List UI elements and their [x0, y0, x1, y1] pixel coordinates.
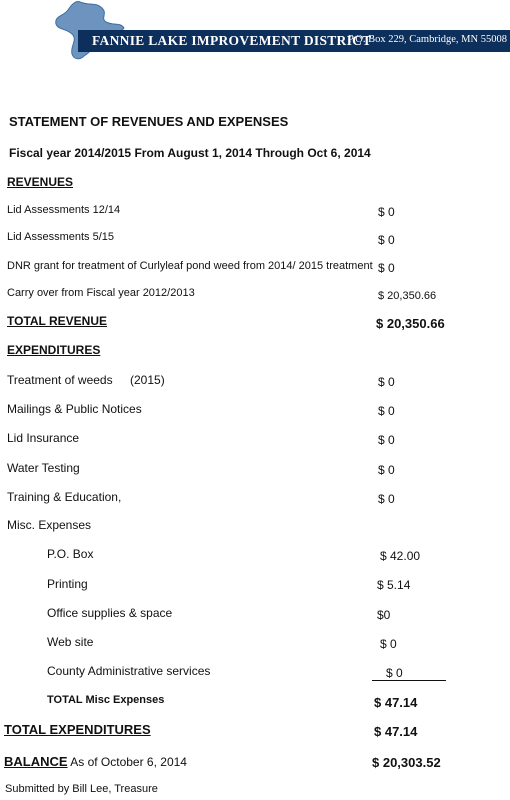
misc-item-label: Printing [47, 577, 88, 591]
submitted-by: Submitted by Bill Lee, Treasure [5, 783, 158, 795]
statement-title: STATEMENT OF REVENUES AND EXPENSES [9, 114, 289, 129]
expense-item-label: Treatment of weeds [7, 373, 113, 387]
fiscal-period: Fiscal year 2014/2015 From August 1, 2014 Through Oct 6, 2014 [9, 146, 371, 160]
total-expenditures-amount: $ 47.14 [374, 724, 418, 739]
misc-item-amount: $0 [377, 608, 391, 622]
revenue-item-amount: $ 0 [378, 261, 395, 275]
misc-item-label: County Administrative services [47, 664, 211, 678]
misc-item-amount: $ 0 [380, 637, 397, 651]
expense-item-amount: $ 0 [378, 463, 395, 477]
misc-item-label: Office supplies & space [47, 606, 173, 620]
expense-item-label: Water Testing [7, 461, 80, 475]
expense-item-amount: $ 0 [378, 492, 395, 506]
balance-date: As of October 6, 2014 [67, 755, 187, 769]
revenue-item-label: Carry over from Fiscal year 2012/2013 [7, 287, 195, 299]
balance-line [4, 753, 187, 771]
expenditures-heading: EXPENDITURES [7, 343, 101, 357]
total-expenditures-label: TOTAL EXPENDITURES [4, 722, 151, 737]
total-revenue-label: TOTAL REVENUE [7, 314, 108, 328]
misc-item-label: P.O. Box [47, 547, 94, 561]
revenue-item-label: Lid Assessments 5/15 [7, 231, 115, 243]
balance-label: BALANCE [4, 754, 68, 769]
expense-item-amount: $ 0 [378, 433, 395, 447]
misc-expenses-label: Misc. Expenses [7, 518, 92, 532]
org-address: P.O. Box 229, Cambridge, MN 55008 [348, 34, 507, 45]
expense-item-label: Mailings & Public Notices [7, 402, 142, 416]
total-revenue-amount: $ 20,350.66 [376, 316, 445, 331]
revenue-item-amount: $ 0 [378, 233, 395, 247]
expense-item-amount: $ 0 [378, 404, 395, 418]
revenues-heading: REVENUES [7, 175, 74, 189]
expense-item-amount: $ 0 [378, 375, 395, 389]
misc-item-amount: $ 5.14 [377, 578, 411, 592]
revenue-item-amount: $ 20,350.66 [378, 290, 437, 302]
revenue-item-label: DNR grant for treatment of Curlyleaf pond weed from 2014/ 2015 treatment [7, 260, 373, 272]
header-banner [78, 30, 510, 52]
expense-item-note: (2015) [130, 373, 165, 387]
org-name: FANNIE LAKE IMPROVEMENT DISTRICT [92, 33, 372, 48]
misc-total-label: TOTAL Misc Expenses [47, 694, 165, 706]
misc-item-amount: $ 42.00 [380, 549, 421, 563]
subtotal-rule [372, 680, 446, 681]
revenue-item-amount: $ 0 [378, 205, 395, 219]
misc-total-amount: $ 47.14 [374, 695, 418, 710]
revenue-item-label: Lid Assessments 12/14 [7, 204, 121, 216]
misc-item-label: Web site [47, 635, 94, 649]
balance-amount: $ 20,303.52 [372, 755, 441, 770]
expense-item-label: Training & Education, [7, 490, 122, 504]
misc-item-amount: $ 0 [386, 666, 403, 680]
expense-item-label: Lid Insurance [7, 431, 80, 445]
